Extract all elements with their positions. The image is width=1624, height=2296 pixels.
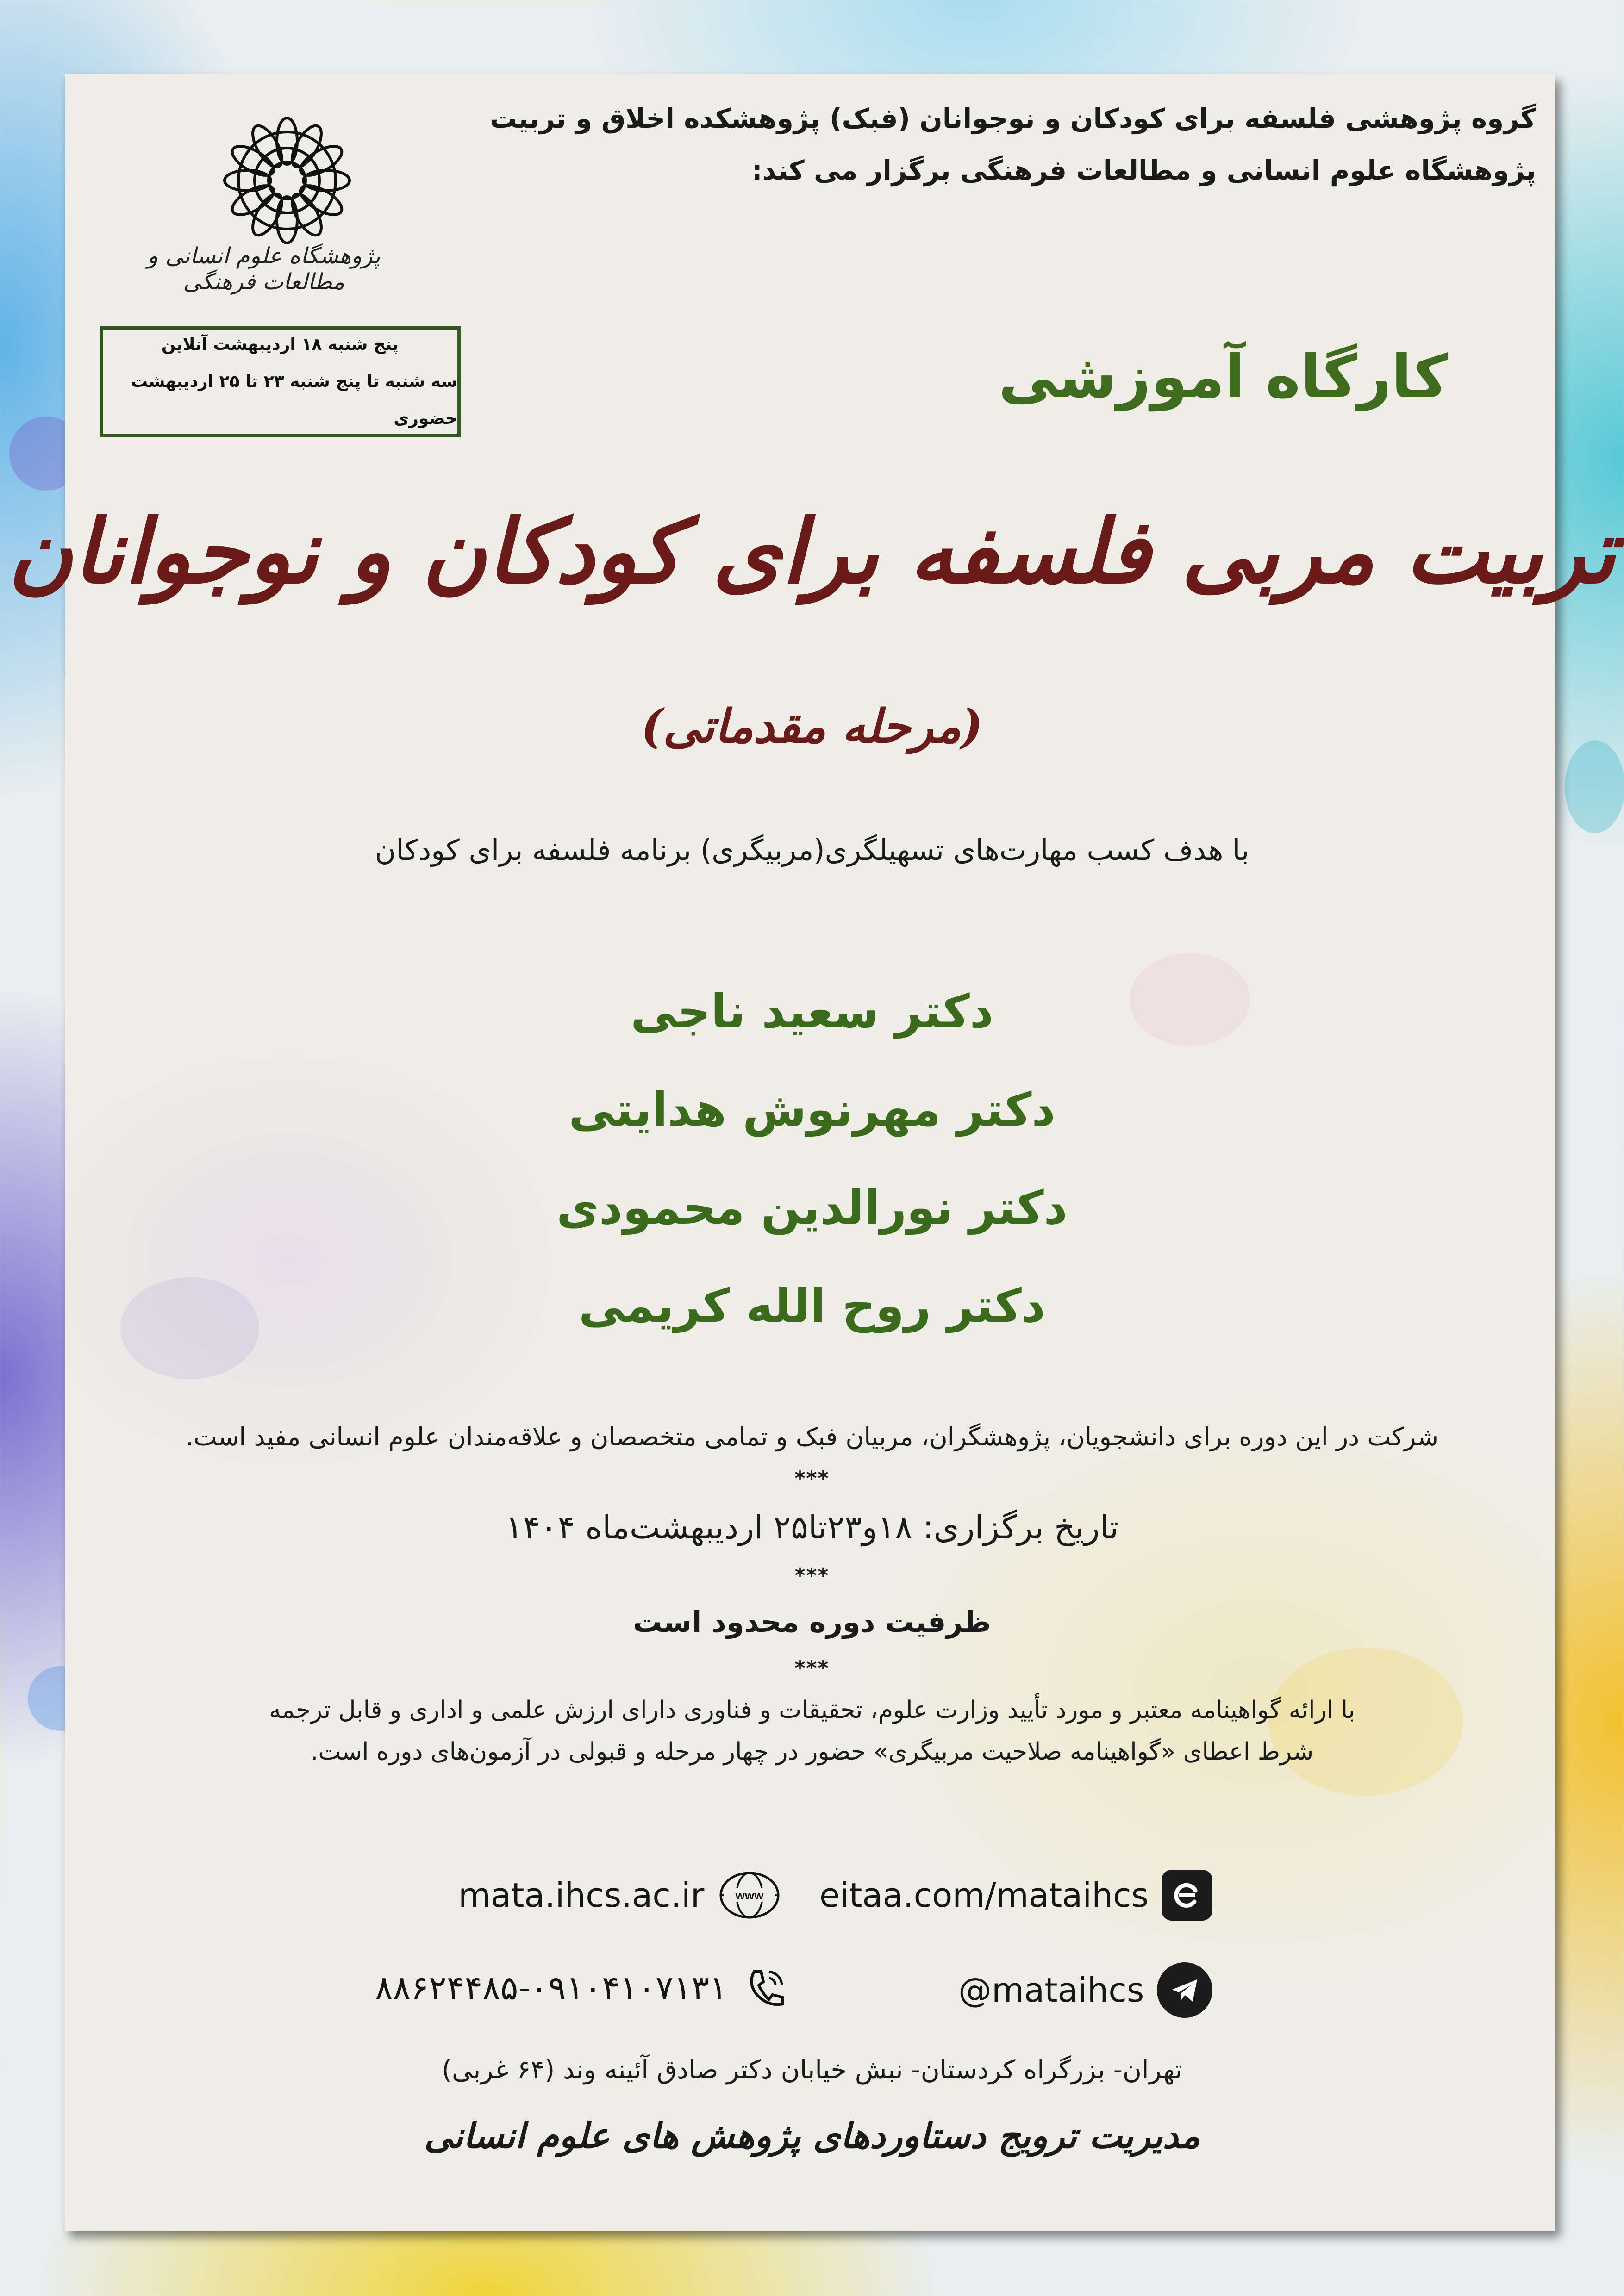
- telegram-icon: [1157, 1962, 1212, 2018]
- organizer-line-1: گروه پژوهشی فلسفه برای کودکان و نوجوانان (فبک) پژوهشکده اخلاق و تربیت: [490, 103, 1536, 134]
- website-link[interactable]: mata.ihcs.ac.ir: [458, 1876, 705, 1915]
- address: تهران- بزرگراه کردستان- نبش خیابان دکتر صادق آئینه وند (۶۴ غربی): [442, 2055, 1182, 2085]
- phone-numbers[interactable]: ۸۸۶۲۴۴۸۵-۰۹۱۰۴۱۰۷۱۳۱: [375, 1968, 727, 2007]
- phone-icon: [740, 1962, 791, 2013]
- organizer-text: [471, 93, 1536, 196]
- capacity-note: ظرفیت دوره محدود است: [633, 1605, 991, 1639]
- instructor-list: [0, 963, 1624, 1355]
- instructor-name: دکتر مهرنوش هدایتی: [568, 1083, 1056, 1137]
- instructor-name: دکتر سعید ناجی: [631, 984, 993, 1039]
- logo-caption: پژوهشگاه علوم انسانی و مطالعات فرهنگی: [147, 243, 381, 295]
- schedule-box: [100, 326, 461, 437]
- instructor-name: دکتر نورالدین محمودی: [556, 1181, 1068, 1235]
- footer-organization: مدیریت ترویج دستاوردهای پژوهش های علوم انسانی: [424, 2115, 1200, 2156]
- globe-label: www: [735, 1888, 764, 1902]
- separator-stars: ***: [794, 1467, 830, 1490]
- eitaa-contact[interactable]: [819, 1870, 1212, 1921]
- course-date: تاریخ برگزاری: ۱۸و۲۳تا۲۵ اردیبهشت‌ماه ۱۴۰۴: [505, 1508, 1119, 1546]
- schedule-online: پنج شنبه ۱۸ اردیبهشت آنلاین: [161, 335, 399, 354]
- telegram-contact[interactable]: [958, 1962, 1212, 2018]
- telegram-link[interactable]: @mataihcs: [958, 1971, 1144, 2010]
- separator-stars: ***: [794, 1564, 830, 1587]
- website-contact[interactable]: [458, 1870, 782, 1921]
- instructor-name: دکتر روح الله کریمی: [578, 1279, 1046, 1333]
- certificate-line-2: شرط اعطای «گواهینامه صلاحیت مربیگری» حضور در چهار مرحله و قبولی در آزمون‌های دوره است.: [310, 1738, 1314, 1766]
- schedule-in-person: سه شنبه تا پنج شنبه ۲۳ تا ۲۵ اردیبهشت حضوری: [131, 372, 457, 428]
- course-goal: با هدف کسب مهارت‌های تسهیلگری(مربیگری) برنامه فلسفه برای کودکان: [375, 833, 1249, 867]
- separator-stars: ***: [794, 1656, 830, 1680]
- eitaa-link[interactable]: eitaa.com/mataihcs: [819, 1876, 1149, 1915]
- course-info: [153, 1416, 1471, 1773]
- eitaa-icon: [1162, 1870, 1212, 1921]
- certificate-line-1: با ارائه گواهینامه معتبر و مورد تأیید وزارت علوم، تحقیقات و فناوری دارای ارزش علمی و اداری و قابل ترجمه: [269, 1696, 1355, 1724]
- course-title: تربیت مربی فلسفه برای کودکان و نوجوانان: [8, 500, 1616, 603]
- phone-contact[interactable]: [375, 1962, 791, 2013]
- course-level: (مرحله مقدماتی): [641, 699, 983, 753]
- workshop-label: کارگاه آموزشی: [998, 342, 1448, 411]
- organizer-line-2: پژوهشگاه علوم انسانی و مطالعات فرهنگی برگزار می کند:: [751, 155, 1536, 186]
- globe-icon: [717, 1870, 782, 1921]
- background-splat: [1565, 740, 1624, 833]
- audience-text: شرکت در این دوره برای دانشجویان، پژوهشگران، مربیان فبک و تمامی متخصصان و علاقه‌مندان علوم انسانی مفید است.: [185, 1422, 1439, 1451]
